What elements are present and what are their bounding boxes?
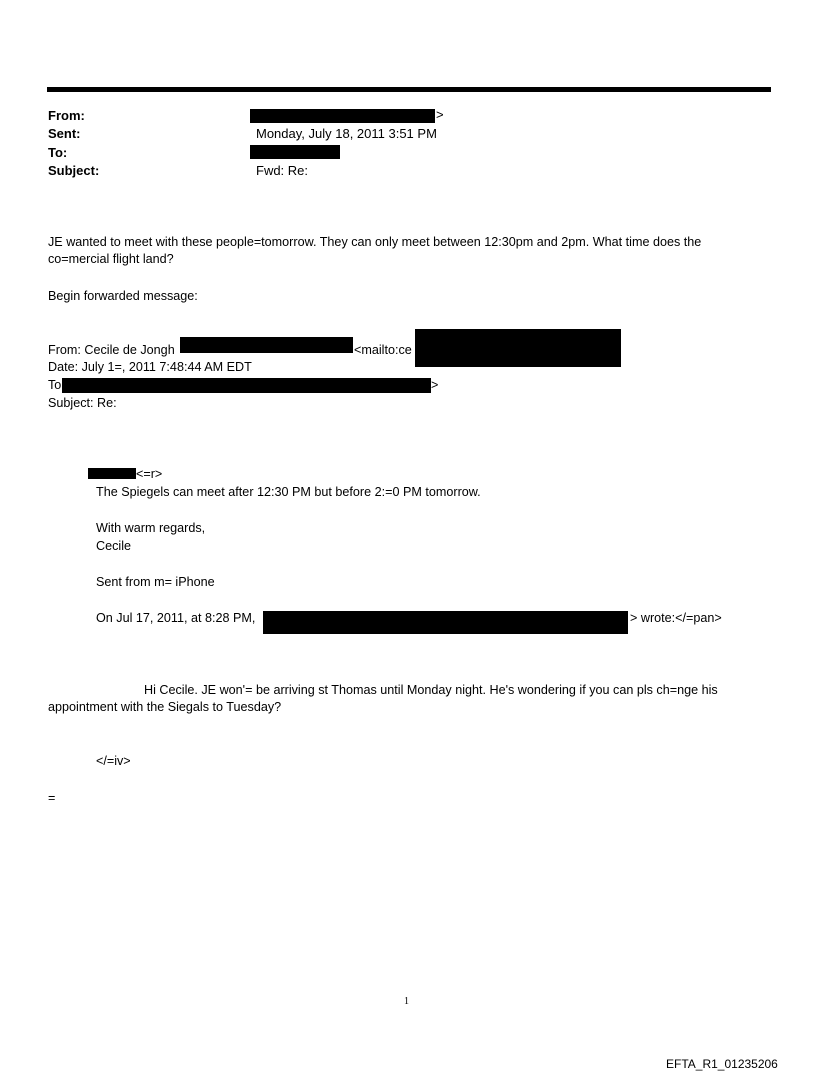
sent-value: Monday, July 18, 2011 3:51 PM: [256, 126, 437, 141]
redaction-fwd-to: [62, 378, 431, 393]
fwd-date: Date: July 1=, 2011 7:48:44 AM EDT: [48, 360, 252, 374]
redaction-fwd-from: [180, 337, 353, 353]
redaction-fwd-email: [415, 329, 621, 367]
bates-number: EFTA_R1_01235206: [666, 1057, 778, 1071]
fwd-to: To: [48, 378, 62, 392]
from-label: From:: [48, 108, 85, 123]
reply-sent-from: Sent from m= iPhone: [96, 575, 215, 589]
redaction-from: [250, 109, 435, 123]
div-close: </=iv>: [96, 754, 131, 768]
fwd-mailto: <mailto:ce: [354, 343, 412, 357]
redaction-reply-greeting: [88, 468, 136, 479]
reply-tag: <=r>: [136, 467, 163, 481]
quoted-message: Hi Cecile. JE won'= be arriving st Thomas until Monday night. He's wondering if you can pls ch=nge his appointment with the Siegals to Tuesday?: [48, 683, 718, 714]
body-paragraph: JE wanted to meet with these people=tomorrow. They can only meet between 12:30pm and 2pm. What time does the co=mercial flight land?: [48, 235, 702, 266]
fwd-to-suffix: >: [431, 378, 439, 392]
reply-name: Cecile: [96, 539, 131, 553]
subject-value: Fwd: Re:: [256, 163, 309, 178]
equals-line: =: [48, 791, 56, 805]
subject-label: Subject:: [48, 163, 100, 178]
sent-label: Sent:: [48, 126, 81, 141]
reply-on-suffix: > wrote:</=pan>: [630, 611, 722, 625]
page-number: 1: [404, 996, 409, 1007]
redaction-to: [250, 145, 340, 159]
header-rule: [47, 87, 771, 92]
to-label: To:: [48, 145, 68, 160]
begin-forwarded: Begin forwarded message:: [48, 289, 198, 303]
from-suffix: >: [436, 107, 444, 122]
reply-on-prefix: On Jul 17, 2011, at 8:28 PM,: [96, 611, 256, 625]
reply-regards: With warm regards,: [96, 521, 206, 535]
reply-line: The Spiegels can meet after 12:30 PM but before 2:=0 PM tomorrow.: [96, 485, 481, 499]
fwd-from: From: Cecile de Jongh: [48, 343, 175, 357]
redaction-quoted-sender: [263, 611, 628, 634]
fwd-subject: Subject: Re:: [48, 396, 117, 410]
